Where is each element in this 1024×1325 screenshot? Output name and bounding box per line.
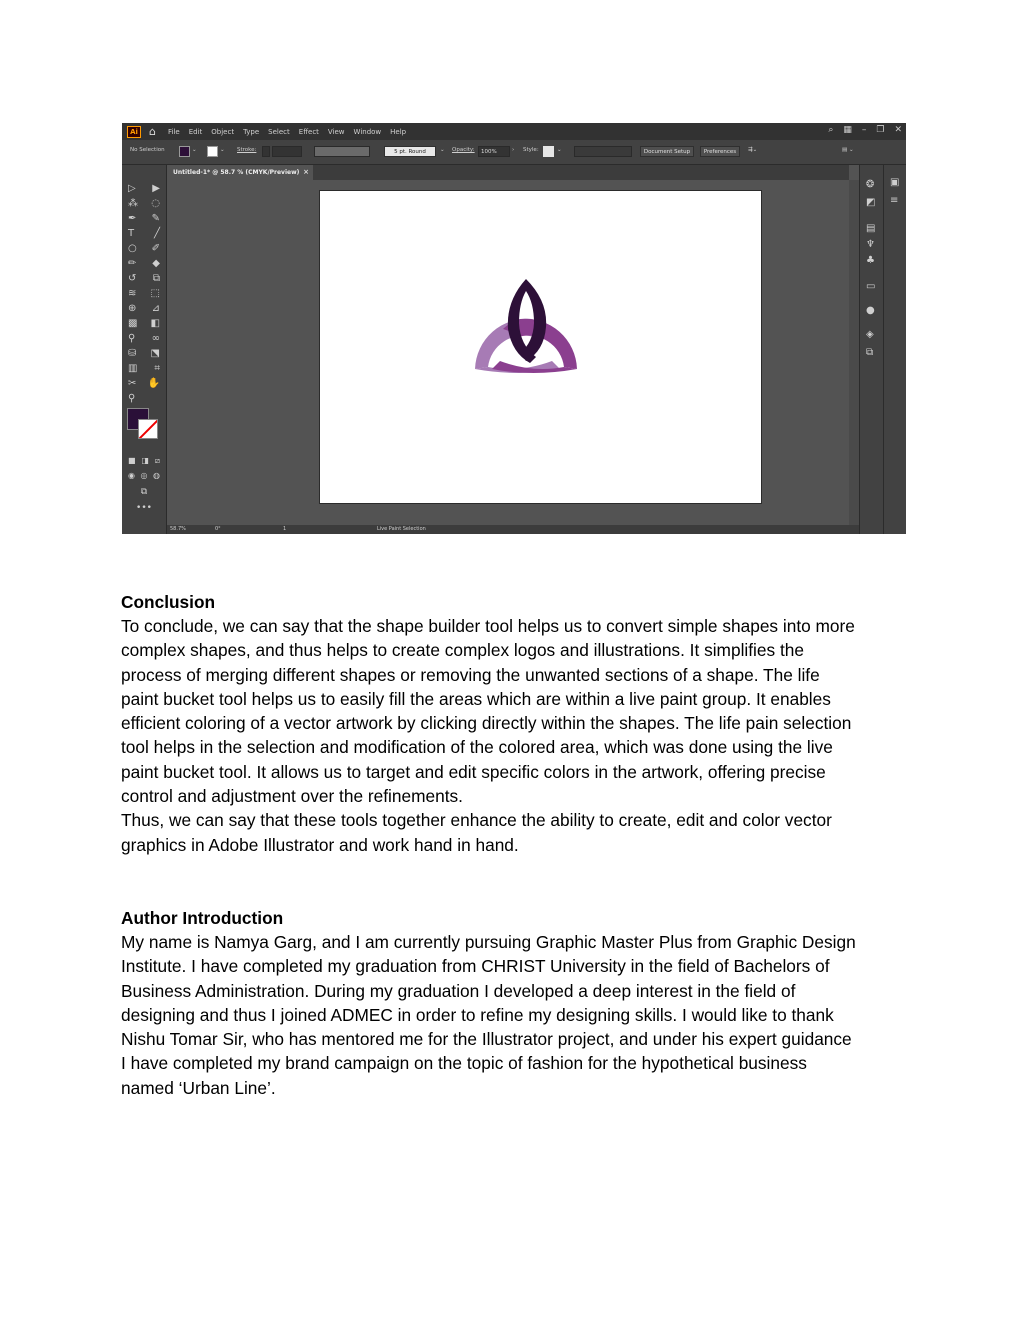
document-tab-label: Untitled-1* @ 58.7 % (CMYK/Preview) — [173, 169, 300, 176]
tool-row — [128, 393, 160, 404]
illustrator-logo-icon: Ai — [127, 126, 141, 138]
hand-tool-icon[interactable]: ✋ — [147, 378, 160, 389]
window-controls — [828, 125, 902, 135]
direct-selection-tool-icon[interactable]: ▶ — [152, 183, 160, 194]
tool-row — [128, 273, 160, 284]
menu-bar — [122, 123, 906, 140]
menu-file[interactable]: File — [167, 127, 180, 136]
stroke-color-box[interactable] — [138, 419, 158, 439]
menu-list — [168, 128, 415, 136]
tool-row — [128, 303, 160, 314]
stroke-weight-input[interactable] — [272, 146, 302, 157]
home-icon[interactable]: ⌂ — [149, 125, 156, 138]
tool-row — [128, 213, 160, 224]
stroke-swatch[interactable] — [207, 146, 218, 157]
chevron-down-icon[interactable]: ⌄ — [220, 147, 225, 153]
gradient-mode-icon[interactable]: ◨ — [141, 456, 150, 465]
variable-width-dropdown[interactable] — [314, 146, 370, 157]
selection-label: No Selection — [130, 147, 165, 153]
free-transform-tool-icon[interactable]: ⬚ — [150, 288, 160, 299]
screen-mode-icon[interactable]: ⧉ — [140, 487, 148, 497]
menu-help[interactable]: Help — [390, 127, 407, 136]
conclusion-heading: Conclusion — [121, 592, 216, 612]
chevron-right-icon[interactable]: › — [512, 147, 515, 153]
illustrator-screenshot — [122, 123, 906, 534]
minimize-icon[interactable]: – — [861, 125, 867, 135]
canvas-area[interactable] — [167, 180, 849, 525]
brush-dropdown[interactable]: 5 pt. Round — [384, 146, 436, 157]
conclusion-body: To conclude, we can say that the shape builder tool helps us to convert simple shapes into more complex shapes, and thus helps to create complex logos and illustrations. It simplifies the process of merging different shapes or removing the unwanted sections of a shape. The life paint bucket tool helps us to easily fill the areas which are within a live paint group. It enables efficient coloring of a vector artwork by clicking directly within the shapes. The life pain selection tool helps in the selection and modification of the colored area, which was done using the live paint bucket tool. It allows us to target and edit specific colors in the artwork, offering precise control and adjustment over the refinements. Thus, we can say that these tools together enhance the ability to create, edit and color vector graphics in Adobe Illustrator and work hand in hand. — [121, 616, 855, 855]
tool-row — [128, 487, 160, 497]
tool-row — [128, 471, 160, 480]
menu-view[interactable]: View — [327, 127, 345, 136]
perspective-grid-tool-icon[interactable]: ⊿ — [151, 303, 160, 314]
author-heading: Author Introduction — [121, 908, 284, 928]
workspace-icon[interactable]: ▦ — [843, 125, 852, 135]
type-tool-icon[interactable]: T — [128, 228, 135, 239]
scale-tool-icon[interactable]: ⧉ — [152, 273, 160, 284]
stroke-stepper[interactable] — [262, 146, 270, 157]
tool-row — [128, 243, 160, 254]
brushes-icon[interactable]: ♆ — [866, 239, 875, 250]
artboard-tool-icon[interactable]: ⌗ — [154, 363, 160, 374]
rotate-tool-icon[interactable]: ↺ — [128, 273, 137, 284]
draw-inside-icon[interactable]: ◍ — [153, 471, 160, 480]
magic-wand-tool-icon[interactable]: ⁂ — [128, 198, 138, 209]
tool-row — [128, 318, 160, 329]
tools-panel — [122, 165, 167, 534]
slice-tool-icon[interactable]: ✂ — [128, 378, 137, 389]
paintbrush-tool-icon[interactable]: ✐ — [151, 243, 160, 254]
adjustments-icon[interactable]: ≡ — [890, 195, 899, 206]
draw-behind-icon[interactable]: ◎ — [140, 471, 148, 480]
blend-tool-icon[interactable]: ∞ — [151, 333, 160, 344]
panel-dock-icons — [859, 165, 883, 534]
swatches-icon[interactable]: ▤ — [866, 223, 876, 234]
menu-type[interactable]: Type — [243, 127, 260, 136]
draw-mode-icon[interactable]: ◉ — [128, 471, 135, 480]
eraser-tool-icon[interactable]: ◆ — [152, 258, 160, 269]
chevron-down-icon[interactable]: ⌄ — [440, 147, 445, 153]
tool-row — [128, 456, 160, 466]
current-tool-label: Live Paint Selection — [377, 526, 426, 532]
width-tool-icon[interactable]: ≋ — [128, 288, 137, 299]
layers-icon[interactable]: ◈ — [866, 329, 874, 340]
stroke-label[interactable]: Stroke: — [237, 147, 257, 153]
artboards-panel-icon[interactable]: ⧉ — [866, 347, 874, 358]
status-bar — [167, 525, 859, 534]
tool-row — [128, 288, 160, 299]
fill-swatch[interactable] — [179, 146, 190, 157]
mesh-tool-icon[interactable]: ▩ — [128, 318, 138, 329]
tool-row — [128, 378, 160, 389]
zoom-tool-icon[interactable]: ⚲ — [128, 393, 136, 404]
color-guide-icon[interactable]: ◩ — [866, 197, 876, 208]
opacity-input[interactable]: 100% — [478, 146, 510, 157]
symbols-icon[interactable]: ♣ — [866, 255, 875, 266]
author-section — [121, 906, 911, 1100]
selection-tool-icon[interactable]: ▷ — [128, 183, 136, 194]
menu-window[interactable]: Window — [353, 127, 382, 136]
tool-row — [128, 503, 160, 513]
search-icon[interactable]: ⌕ — [828, 125, 834, 135]
tool-row — [128, 228, 160, 239]
style-swatch[interactable] — [543, 146, 554, 157]
close-icon[interactable]: ✕ — [894, 125, 902, 135]
menu-effect[interactable]: Effect — [298, 127, 319, 136]
tool-row — [128, 183, 160, 194]
rotation-value[interactable]: 0° — [215, 526, 221, 532]
menu-object[interactable]: Object — [211, 127, 235, 136]
trinity-knot-logo[interactable] — [320, 191, 761, 503]
author-body: My name is Namya Garg, and I am currently pursuing Graphic Master Plus from Graphic Design Institute. I have completed my graduation from CHRIST University in the field of Bachelors of Business Administration. During my graduation I developed a deep interest in the field of designing and thus I joined ADMEC in order to refine my designing skills. I would like to thank Nishu Tomar Sir, who has mentored me for the Illustrator project, and under his expert guidance I have completed my brand campaign on the topic of fashion for the hypothetical business named ‘Urban Line’. — [121, 932, 856, 1098]
color-panel-icon[interactable]: ❂ — [866, 179, 875, 190]
menu-edit[interactable]: Edit — [188, 127, 203, 136]
opacity-label[interactable]: Opacity: — [452, 147, 475, 153]
arrange-icon[interactable]: ⇶⌄ — [748, 147, 758, 153]
vertical-scrollbar[interactable] — [849, 180, 859, 525]
chevron-down-icon[interactable]: ⌄ — [557, 147, 562, 153]
close-icon[interactable]: × — [303, 168, 309, 176]
color-mode-icon[interactable]: ■ — [128, 456, 136, 465]
ellipse-tool-icon[interactable]: ○ — [128, 243, 137, 254]
lasso-tool-icon[interactable]: ◌ — [151, 198, 160, 209]
eyedropper-tool-icon[interactable]: ⚲ — [128, 333, 136, 344]
line-tool-icon[interactable]: ╱ — [153, 228, 160, 239]
shaper-tool-icon[interactable]: ✏ — [128, 258, 137, 269]
control-bar — [122, 140, 906, 165]
tool-row — [128, 348, 160, 359]
document-tab-strip — [167, 165, 849, 180]
more-tools-icon[interactable]: ••• — [136, 503, 152, 513]
restore-icon[interactable]: ❐ — [876, 125, 885, 135]
document-tab[interactable] — [167, 165, 313, 180]
live-paint-selection-tool-icon[interactable]: ⬔ — [150, 348, 160, 359]
preferences-button[interactable]: Preferences — [700, 146, 740, 157]
tool-row — [128, 333, 160, 344]
zoom-level[interactable]: 58.7% — [170, 526, 186, 532]
chevron-down-icon[interactable]: ⌄ — [192, 147, 197, 153]
document-setup-button[interactable]: Document Setup — [640, 146, 694, 157]
conclusion-section — [121, 590, 911, 857]
artboard[interactable] — [319, 190, 762, 504]
appearance-icon[interactable]: ● — [866, 305, 875, 316]
shape-builder-tool-icon[interactable]: ⊕ — [128, 303, 137, 314]
tool-row — [128, 363, 160, 374]
artboard-number[interactable]: 1 — [283, 526, 287, 532]
curvature-tool-icon[interactable]: ✎ — [151, 213, 160, 224]
style-label: Style: — [523, 147, 539, 153]
menu-select[interactable]: Select — [268, 127, 290, 136]
gradient-panel-icon[interactable]: ▭ — [866, 281, 876, 292]
pen-tool-icon[interactable]: ✒ — [128, 213, 137, 224]
live-paint-bucket-tool-icon[interactable]: ⛁ — [128, 348, 137, 359]
none-mode-icon[interactable]: ⧄ — [154, 456, 160, 465]
panel-dock-properties — [883, 165, 906, 534]
panel-options-icon[interactable]: ▤ ⌄ — [842, 147, 854, 153]
gradient-tool-icon[interactable]: ◧ — [150, 318, 160, 329]
tool-row — [128, 198, 160, 209]
graph-tool-icon[interactable]: ▥ — [128, 363, 138, 374]
align-field[interactable] — [574, 146, 632, 157]
properties-icon[interactable]: ▣ — [890, 177, 900, 188]
tool-row — [128, 258, 160, 269]
